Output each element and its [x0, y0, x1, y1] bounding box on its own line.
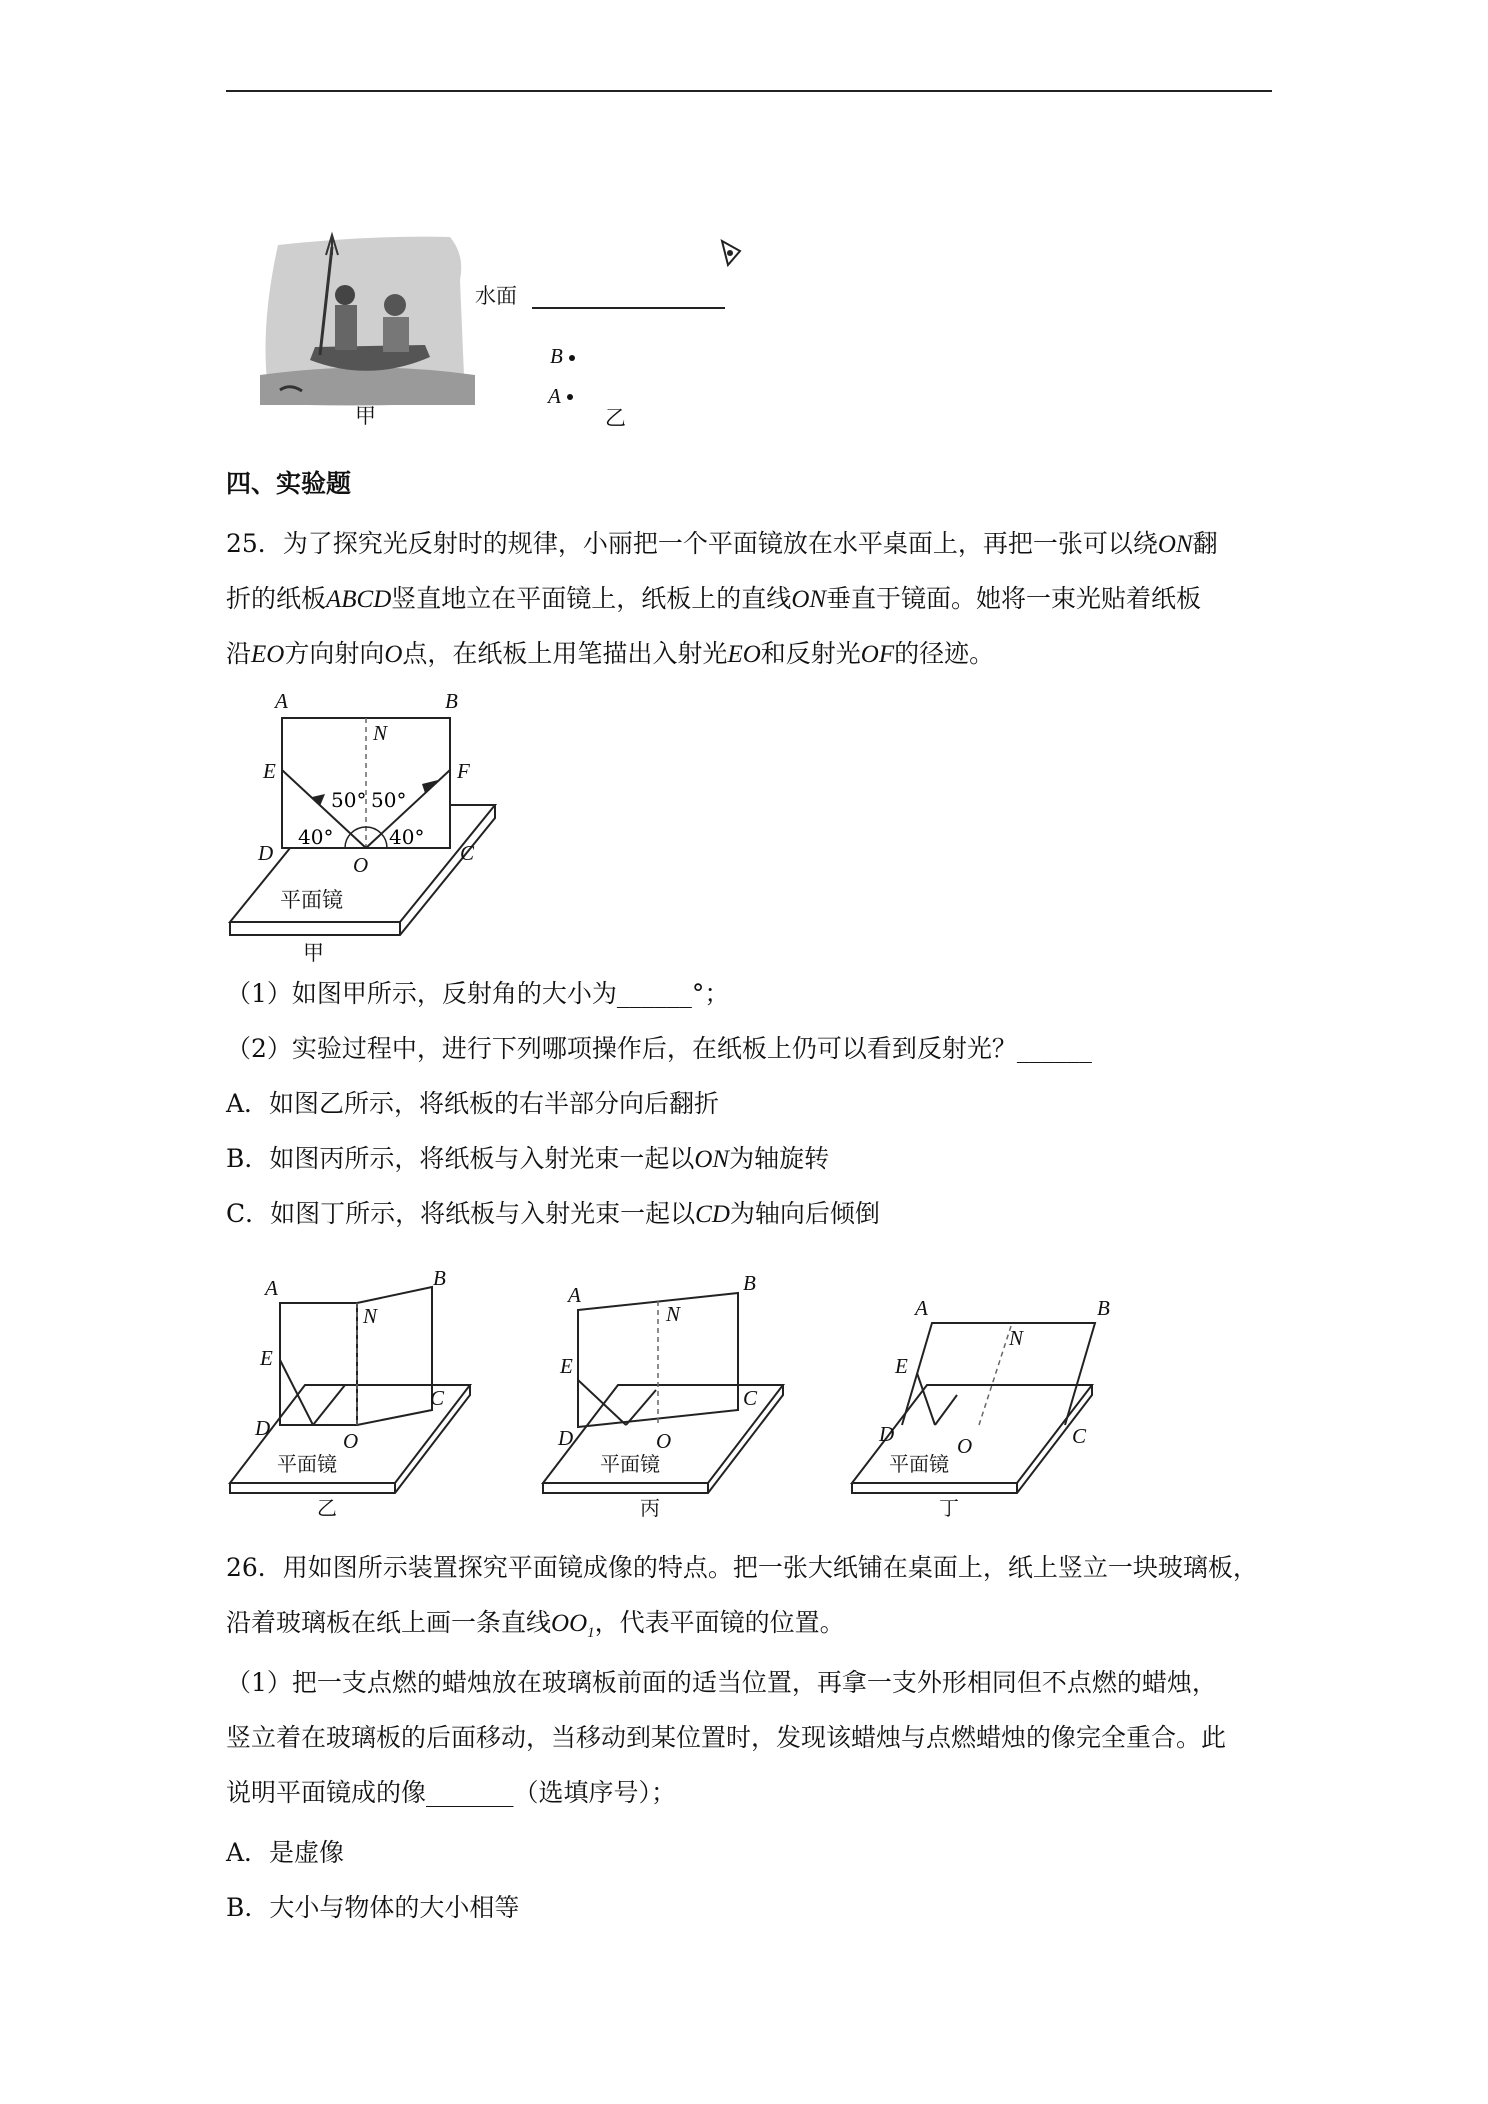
q26-line1: 26．用如图所示装置探究平面镜成像的特点。把一张大纸铺在桌面上，纸上竖立一块玻璃板，	[226, 1553, 1258, 1582]
svg-text:O: O	[656, 1429, 672, 1453]
point-b	[569, 355, 575, 361]
svg-text:乙: 乙	[317, 1496, 337, 1520]
q26-sub1-line2: 竖立着在玻璃板的后面移动，当移动到某位置时，发现该蜡烛与点燃蜡烛的像完全重合。此	[226, 1723, 1227, 1752]
svg-text:E: E	[895, 1354, 908, 1378]
svg-text:O: O	[957, 1434, 973, 1458]
svg-text:甲: 甲	[303, 941, 324, 965]
q25-optA: A．如图乙所示，将纸板的右半部分向后翻折	[226, 1089, 720, 1118]
q25-line3: 沿EO方向射向O点，在纸板上用笔描出入射光EO和反射光OF的径迹。	[226, 639, 995, 668]
svg-text:C: C	[743, 1386, 758, 1410]
q25-line1: 25．为了探究光反射时的规律，小丽把一个平面镜放在水平桌面上，再把一张可以绕ON翻	[226, 529, 1218, 558]
water-label: 水面	[475, 284, 517, 308]
svg-text:A: A	[265, 1276, 278, 1300]
svg-text:50°: 50°	[331, 788, 367, 812]
figure-yi	[230, 1266, 470, 1520]
q25-sub1: （1）如图甲所示，反射角的大小为______°；	[226, 979, 730, 1008]
svg-text:B: B	[743, 1271, 756, 1295]
q25-optC: C．如图丁所示，将纸板与入射光束一起以CD为轴向后倾倒	[226, 1199, 880, 1228]
reflection-figure-jia	[225, 690, 515, 965]
svg-text:A: A	[275, 690, 288, 713]
q26-optB: B．大小与物体的大小相等	[226, 1893, 520, 1922]
caption-jia: 甲	[355, 404, 376, 428]
svg-text:N: N	[666, 1302, 681, 1326]
header-rule	[226, 90, 1272, 92]
figure-ding	[852, 1296, 1110, 1520]
svg-text:B: B	[433, 1266, 446, 1290]
svg-text:40°: 40°	[298, 825, 334, 849]
svg-text:A: A	[568, 1283, 581, 1307]
q26-sub1-line1: （1）把一支点燃的蜡烛放在玻璃板前面的适当位置，再拿一支外形相同但不点燃的蜡烛，	[226, 1668, 1217, 1697]
water-diagram	[475, 241, 740, 430]
figure-bing	[543, 1271, 783, 1520]
point-b-label: B	[550, 344, 563, 368]
svg-text:D: D	[879, 1422, 895, 1446]
svg-text:O: O	[353, 853, 369, 877]
svg-text:平面镜: 平面镜	[280, 888, 343, 912]
svg-text:平面镜: 平面镜	[277, 1452, 337, 1476]
q25-sub2: （2）实验过程中，进行下列哪项操作后，在纸板上仍可以看到反射光？______	[226, 1034, 1092, 1063]
svg-text:N: N	[363, 1304, 378, 1328]
svg-text:E: E	[263, 759, 276, 783]
q26-sub1-line3: 说明平面镜成的像_______（选填序号）；	[226, 1778, 677, 1807]
svg-text:丁: 丁	[939, 1496, 959, 1520]
top-figure	[250, 225, 770, 435]
svg-text:平面镜: 平面镜	[889, 1452, 949, 1476]
q25-optB: B．如图丙所示，将纸板与入射光束一起以ON为轴旋转	[226, 1144, 830, 1173]
svg-text:E: E	[560, 1354, 573, 1378]
svg-text:E: E	[260, 1346, 273, 1370]
svg-text:丙: 丙	[640, 1496, 660, 1520]
svg-text:O: O	[343, 1429, 359, 1453]
q25-line2: 折的纸板ABCD竖直地立在平面镜上，纸板上的直线ON垂直于镜面。她将一束光贴着纸板	[226, 584, 1202, 613]
svg-text:N: N	[373, 721, 388, 745]
svg-text:50°: 50°	[371, 788, 407, 812]
svg-text:C: C	[430, 1386, 445, 1410]
svg-text:C: C	[460, 841, 475, 865]
section-title: 四、实验题	[226, 469, 352, 498]
point-a	[567, 394, 573, 400]
svg-text:C: C	[1072, 1424, 1087, 1448]
fishing-boat-illustration	[260, 235, 475, 428]
svg-text:F: F	[457, 759, 470, 783]
svg-text:D: D	[255, 1416, 271, 1440]
reflection-figures-row	[225, 1265, 1145, 1525]
svg-text:D: D	[558, 1426, 574, 1450]
svg-text:B: B	[445, 690, 458, 713]
svg-text:40°: 40°	[389, 825, 425, 849]
svg-text:B: B	[1097, 1296, 1110, 1320]
q26-optA: A．是虚像	[226, 1838, 345, 1867]
svg-text:N: N	[1009, 1326, 1024, 1350]
point-a-label: A	[548, 384, 561, 408]
q26-line2: 沿着玻璃板在纸上画一条直线$OO_1$，代表平面镜的位置。	[226, 1608, 845, 1641]
svg-text:平面镜: 平面镜	[600, 1452, 660, 1476]
caption-yi: 乙	[605, 406, 626, 430]
svg-text:A: A	[915, 1296, 928, 1320]
svg-text:D: D	[258, 841, 274, 865]
